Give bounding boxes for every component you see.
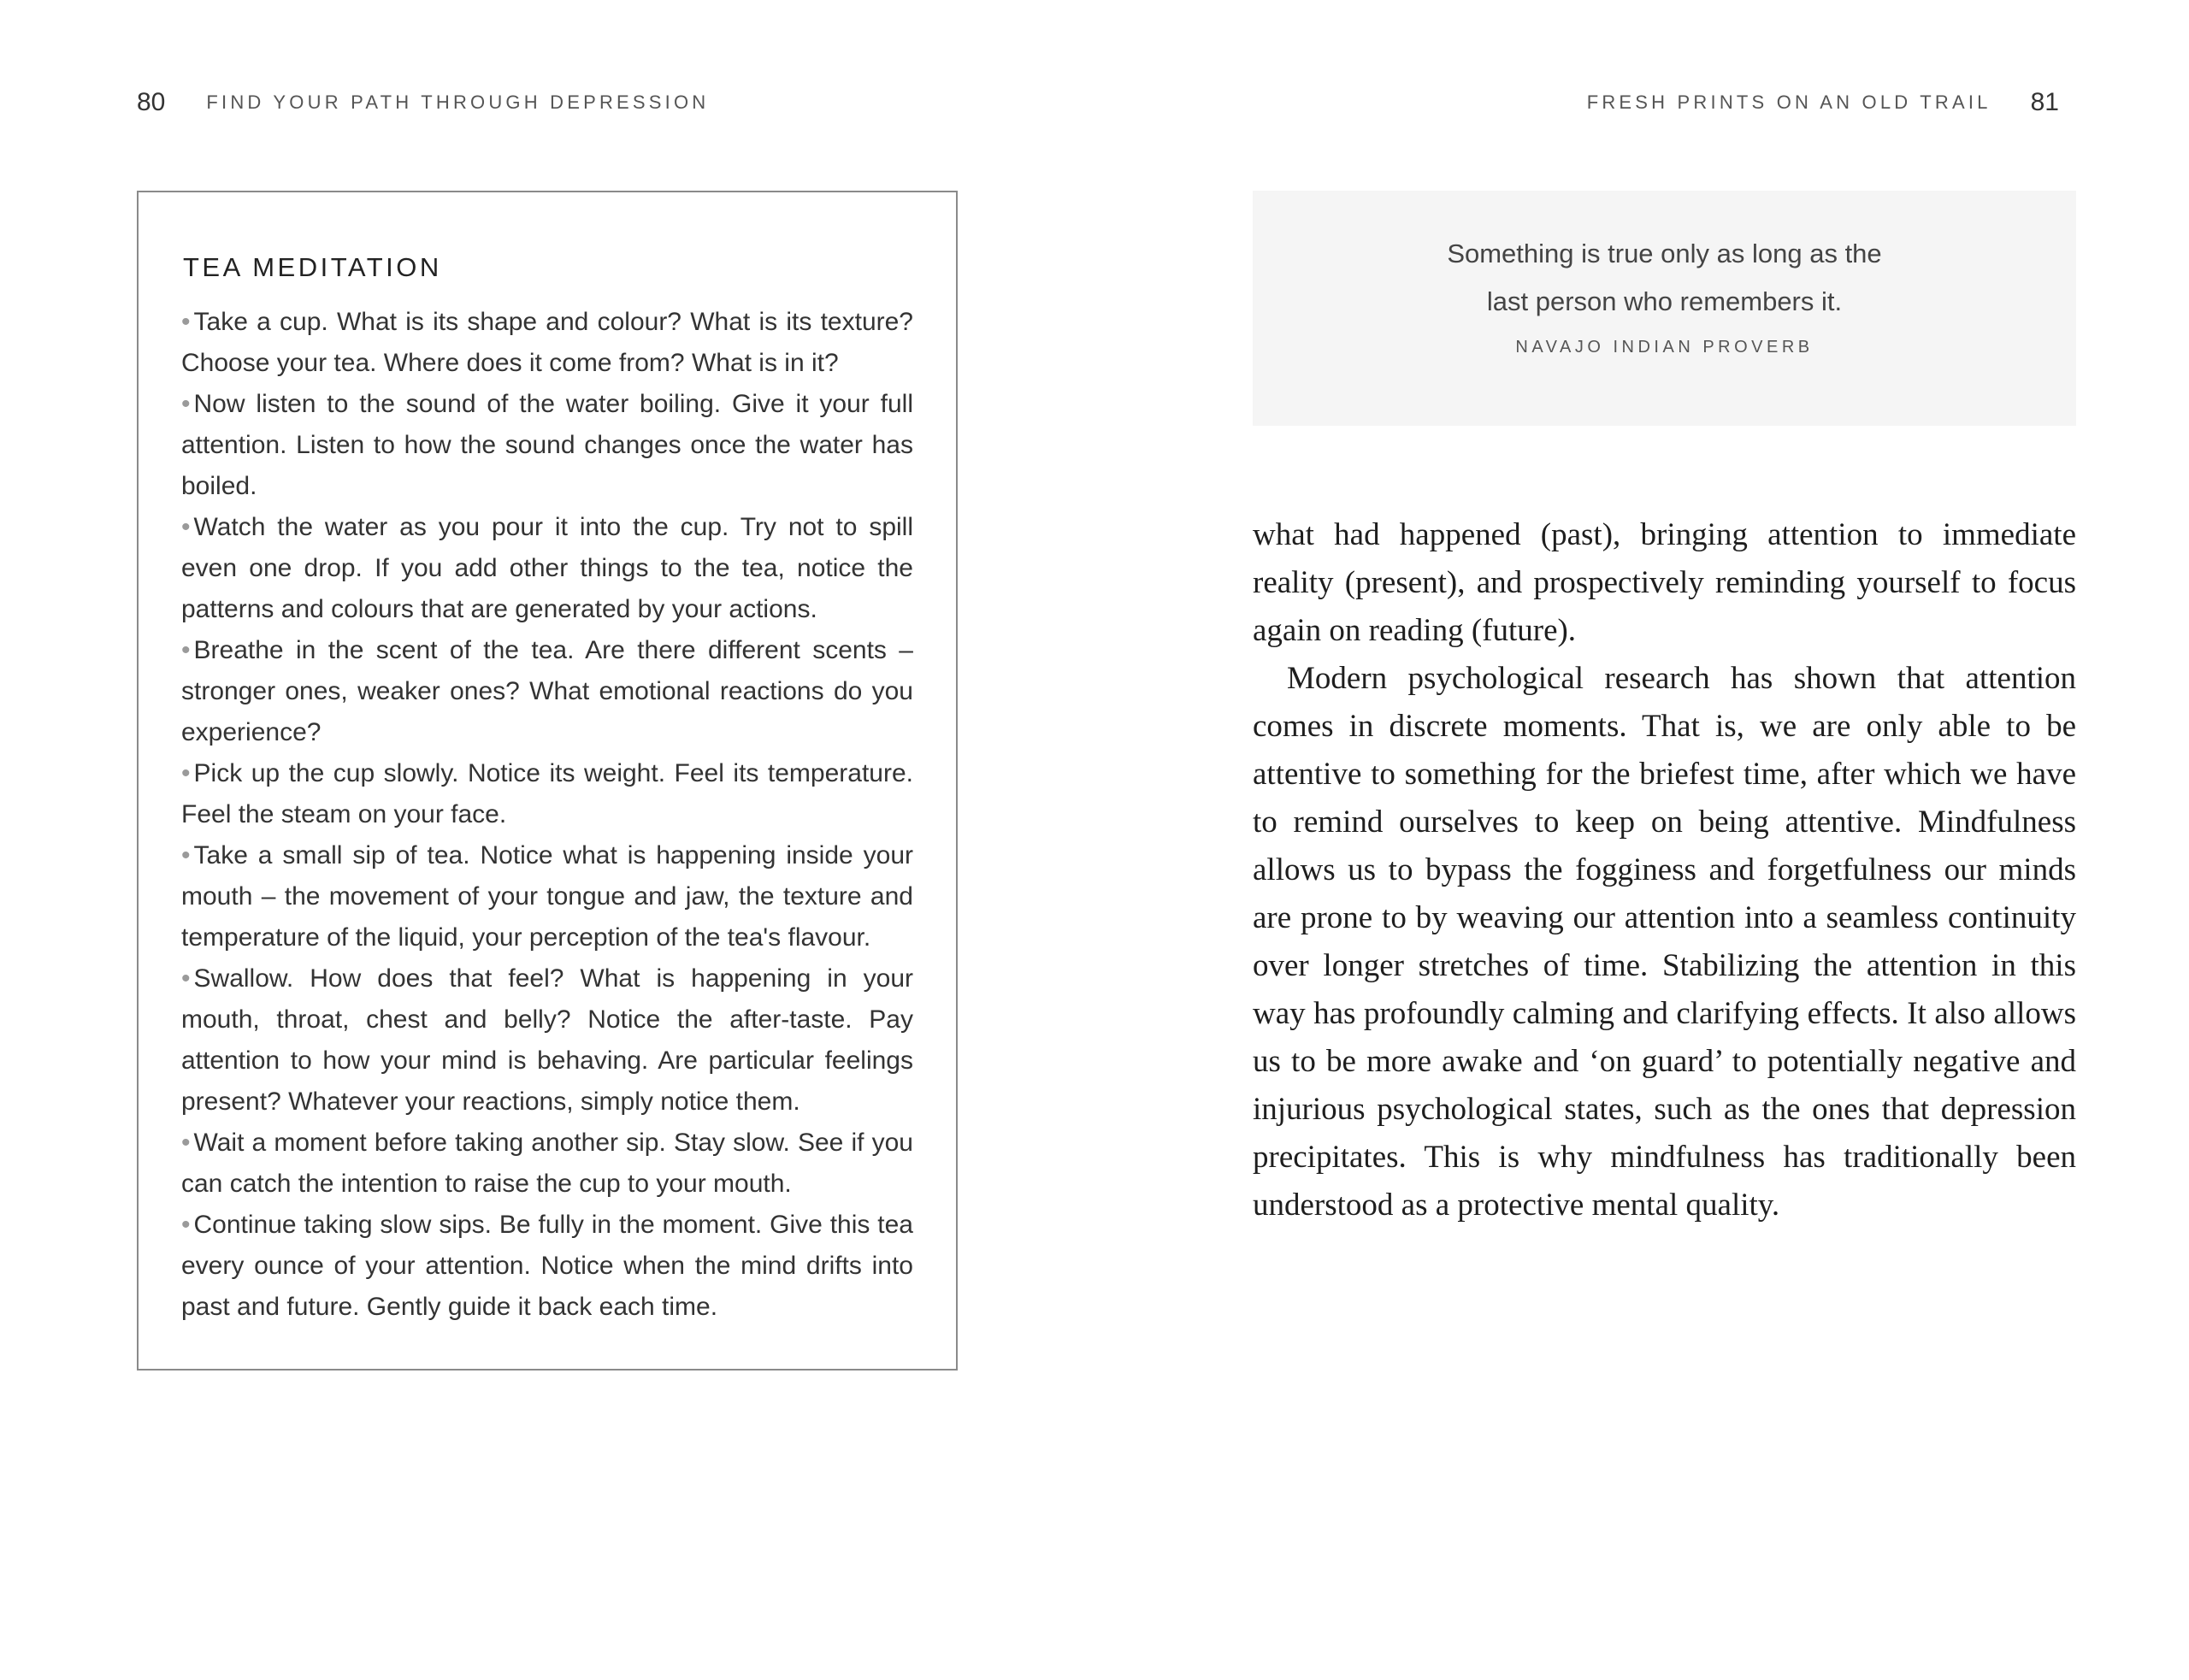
bullet-icon: • <box>181 759 191 787</box>
step-text: Take a small sip of tea. Notice what is happening inside your mouth – the movement of your tongue and jaw, the texture and temperature of the liquid, your perception of the tea's flavour. <box>181 841 913 952</box>
list-item <box>181 753 913 835</box>
step-text: Swallow. How does that feel? What is happening in your mouth, throat, chest and belly? Notice the after-taste. Pay attention to how your mind is behaving. Are particular feelings present? Whatever your reactions, simply notice them. <box>181 964 913 1116</box>
step-text: Now listen to the sound of the water boiling. Give it your full attention. Listen to how the sound changes once the water has boiled. <box>181 390 913 500</box>
list-item <box>181 302 913 384</box>
list-item <box>181 835 913 958</box>
list-item <box>181 384 913 507</box>
list-item <box>181 630 913 753</box>
left-page <box>0 0 1094 1680</box>
quote-text: Something is true only as long as the last person who remembers it. <box>1447 239 1882 316</box>
body-text <box>1253 511 2076 1229</box>
right-page <box>1094 0 2189 1680</box>
list-item <box>181 507 913 630</box>
quote-panel <box>1253 191 2076 426</box>
list-item <box>181 1123 913 1205</box>
step-text: Wait a moment before taking another sip. Stay slow. See if you can catch the intention to raise the cup to your mouth. <box>181 1129 913 1198</box>
running-head-left <box>137 85 709 120</box>
paragraph: Modern psychological research has shown that attention comes in discrete moments. That is, we are only able to be attentive to something for the briefest time, after which we have to remind ourselves to keep on being attentive. Mindfulness allows us to bypass the fogginess and forgetfulness our minds are prone to by weaving our attention into a seamless continuity over longer stretches of time. Stabilizing the attention in this way has profoundly calming and clarifying effects. It also allows us to be more awake and ‘on guard’ to potentially negative and injurious psychological states, such as the ones that depression precipitates. This is why mindfulness has traditionally been understood as a protective mental quality. <box>1253 661 2076 1223</box>
bullet-icon: • <box>181 1211 191 1239</box>
bullet-icon: • <box>181 390 191 418</box>
chapter-title: FRESH PRINTS ON AN OLD TRAIL <box>1586 91 1991 113</box>
box-title: TEA MEDITATION <box>183 252 442 282</box>
step-text: Take a cup. What is its shape and colour? What is its texture? Choose your tea. Where does it come from? What is in it? <box>181 308 913 377</box>
paragraph: what had happened (past), bringing attention to immediate reality (present), and prospectively reminding yourself to focus again on reading (future). <box>1253 517 2076 648</box>
bullet-icon: • <box>181 1129 191 1157</box>
bullet-icon: • <box>181 308 191 336</box>
quote-source: NAVAJO INDIAN PROVERB <box>1515 338 1814 357</box>
bullet-icon: • <box>181 513 191 541</box>
step-text: Continue taking slow sips. Be fully in the moment. Give this tea every ounce of your attention. Notice when the mind drifts into past and future. Gently guide it back each time. <box>181 1211 913 1321</box>
tea-meditation-box <box>137 191 958 1371</box>
step-text: Watch the water as you pour it into the cup. Try not to spill even one drop. If you add other things to the tea, notice the patterns and colours that are generated by your actions. <box>181 513 913 623</box>
list-item <box>181 958 913 1123</box>
bullet-icon: • <box>181 636 191 664</box>
page-number-right: 81 <box>2030 88 2059 116</box>
step-text: Pick up the cup slowly. Notice its weight. Feel its temperature. Feel the steam on your face. <box>181 759 913 828</box>
running-head-right <box>1587 85 2059 120</box>
meditation-steps <box>181 302 913 1328</box>
list-item <box>181 1205 913 1328</box>
bullet-icon: • <box>181 841 191 869</box>
page-number-left: 80 <box>137 88 166 116</box>
bullet-icon: • <box>181 964 191 993</box>
step-text: Breathe in the scent of the tea. Are there different scents – stronger ones, weaker ones? What emotional reactions do you experience? <box>181 636 913 746</box>
book-title: FIND YOUR PATH THROUGH DEPRESSION <box>206 91 710 113</box>
